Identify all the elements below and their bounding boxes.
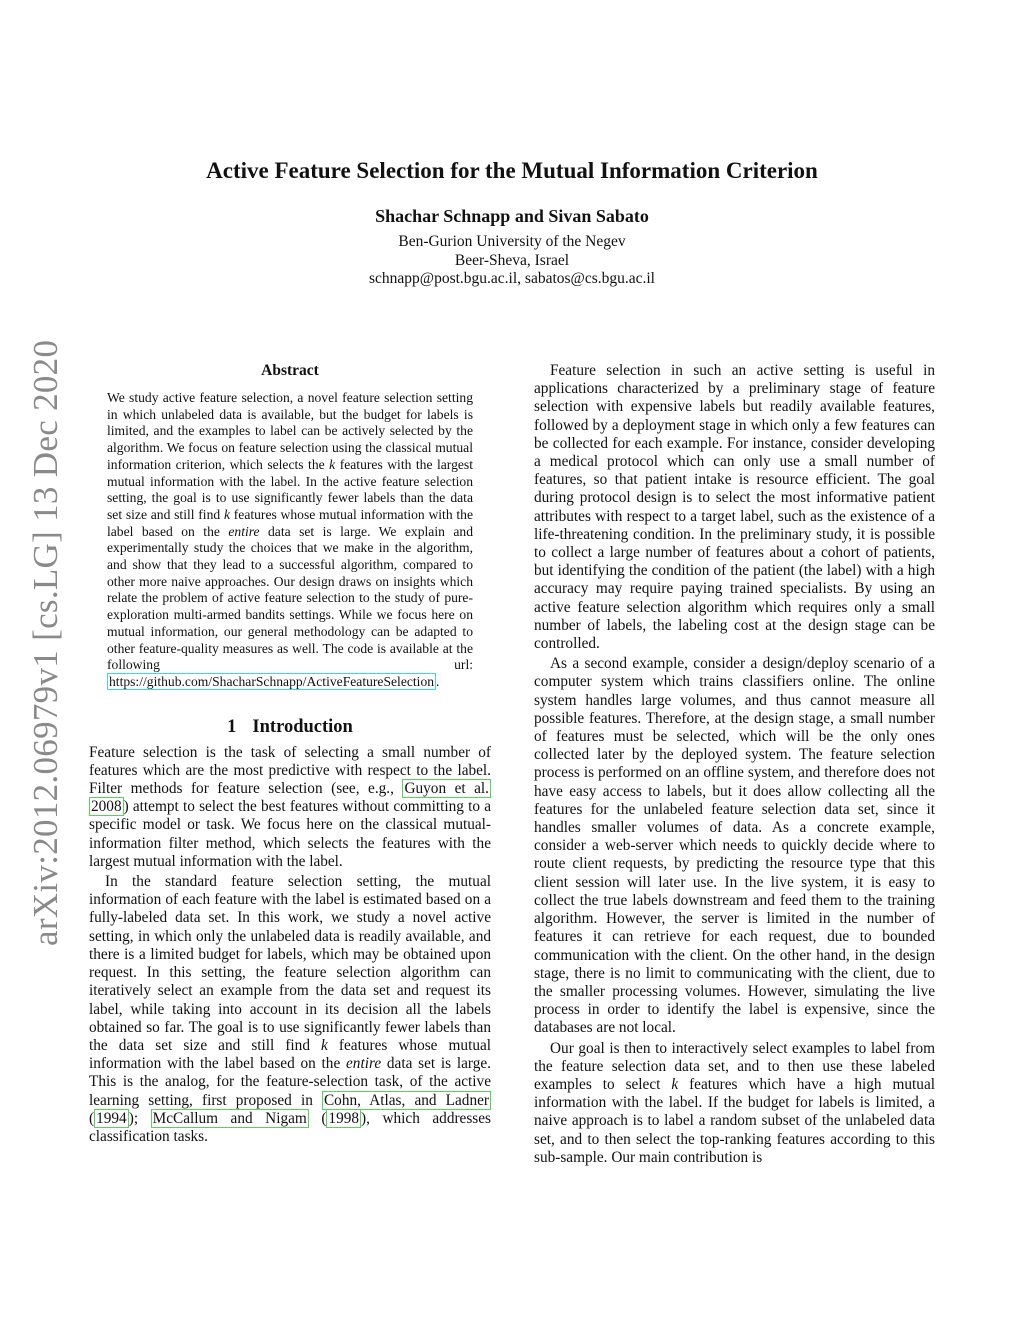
citation-cohn-year-link[interactable]: 1994 xyxy=(96,1109,127,1127)
arxiv-identifier: arXiv:2012.06979v1 [cs.LG] 13 Dec 2020 xyxy=(26,339,65,946)
citation-mccallum-year-link[interactable]: 1998 xyxy=(328,1109,360,1127)
right-paragraph-1: Feature selection in such an active setting is useful in applications characterized by a preliminary stage of feature selection with expensive labels but readily available features, followed by a deployment stage in which only a few features can be collected for each example. For instance, consider developing a medical protocol which can only use a small number of features, so that patient intake is resource efficient. The goal during protocol design is to select the most informative patient attributes with respect to a target label, such as the existence of a life-threatening condition. In the preliminary study, it is possible to collect a large number of features about a cohort of patients, but identifying the condition of the patient (the label) with a high accuracy may require paying trained specialists. By using an active feature selection algorithm which requires only a small number of labels, the labeling cost at the design stage can be controlled. xyxy=(534,362,935,653)
right-paragraph-2: As a second example, consider a design/deploy scenario of a computer system which trains classifiers online. The online system handles large volumes, and thus cannot measure all possible features. Therefore, at the design stage, a small number of features must be selected, which will be the only ones collected later by the deployed system. The feature selection process is performed on an offline system, and therefore does not have easy access to labels, but it does allow collecting all the features for the unlabeled feature selection data set, since it handles smaller volumes of data. As a concrete example, consider a web-server which needs to quickly decide where to route client requests, by predicting the resource type that this client session will later use. In the live system, it is easy to collect the true labels downstream and feed them to the training algorithm. However, the server is limited in the number of features it can retrieve for each request, due to bounded communication with the client. On the other hand, in the design stage, there is no limit to communicating with the client, due to the smaller processing volumes. However, simulating the live process in order to identify the label is expensive, since the databases are not local. xyxy=(534,655,935,1037)
right-column xyxy=(534,362,935,1167)
intro-paragraph-1: Feature selection is the task of selecting a small number of features which are the most predictive with respect to the label. Filter methods for feature selection (see, e.g., Guyon et al. 2008 ) attempt to select the best features without committing to a specific model or task. We focus here on the classical mutual-information filter method, which selects the features with the largest mutual information with the label. xyxy=(89,743,491,870)
abstract-text: We study active feature selection, a novel feature selection setting in which unlabeled data is available, but the budget for labels is limited, and the examples to label can be actively selected by the algorithm. We focus on feature selection using the classical mutual information criterion, which selects the k features with the largest mutual information with the label. In the active feature selection setting, the goal is to use significantly fewer labels than the data set size and still find k features whose mutual information with the label based on the entire data set is large. We explain and experimentally study the choices that we make in the algorithm, and show that they lead to a successful algorithm, compared to other more naive approaches. Our design draws on insights which relate the problem of active feature selection to the study of pure-exploration multi-armed bandits settings. While we focus here on mutual information, our general methodology can be adapted to other feature-quality measures as well. The code is available at the following url: https://github.com/ShacharSchnapp/ActiveFeatureSelection . xyxy=(107,390,473,689)
citation-guyon-year-link[interactable]: 2008 xyxy=(91,798,122,816)
left-column xyxy=(89,362,491,1146)
author-names: Shachar Schnapp and Sivan Sabato xyxy=(375,206,649,226)
abstract-heading: Abstract xyxy=(261,362,319,379)
paper-title: Active Feature Selection for the Mutual Information Criterion xyxy=(206,158,818,183)
intro-paragraph-2: In the standard feature selection setting, the mutual information of each feature with the label is estimated based on a fully-labeled data set. In this work, we study a novel active setting, in which only the unlabeled data is readily available, and there is a limited budget for labels, which may be obtained upon request. In this setting, the feature selection algorithm can iteratively select an example from the data set and request its label, while taking into account in its decision all the labels obtained so far. The goal is to use significantly fewer labels than the data set size and still find k features whose mutual information with the label based on the entire data set is large. This is the analog, for the feature-selection task, of the active learning setting, first proposed in Cohn, Atlas, and Ladner ( 1994 ); McCallum and Nigam ( 1998 ), which addresses classification tasks. xyxy=(89,873,492,1145)
affiliation-city: Beer-Sheva, Israel xyxy=(454,252,570,269)
abstract-body xyxy=(107,390,473,691)
code-url-link[interactable]: https://github.com/ShacharSchnapp/ActiveFeatureSelection xyxy=(109,673,435,689)
citation-cohn-link[interactable]: Cohn, Atlas, and Ladner xyxy=(323,1091,489,1109)
citation-guyon-link[interactable]: Guyon et al. xyxy=(404,780,489,798)
section-heading-introduction: 1 Introduction xyxy=(227,716,353,737)
citation-mccallum-link[interactable]: McCallum and Nigam xyxy=(152,1109,307,1127)
right-paragraph-3: Our goal is then to interactively select examples to label from the feature selection data set, and to then use these labeled examples to select k features which have a high mutual information with the label. If the budget for labels is limited, a naive approach is to label a random subset of the unlabeled data set, and to then select the top-ranking features according to this sub-sample. Our main contribution is xyxy=(534,1039,935,1166)
author-emails: schnapp@post.bgu.ac.il, sabatos@cs.bgu.ac.il xyxy=(369,270,655,287)
affiliation-university: Ben-Gurion University of the Negev xyxy=(398,233,626,250)
